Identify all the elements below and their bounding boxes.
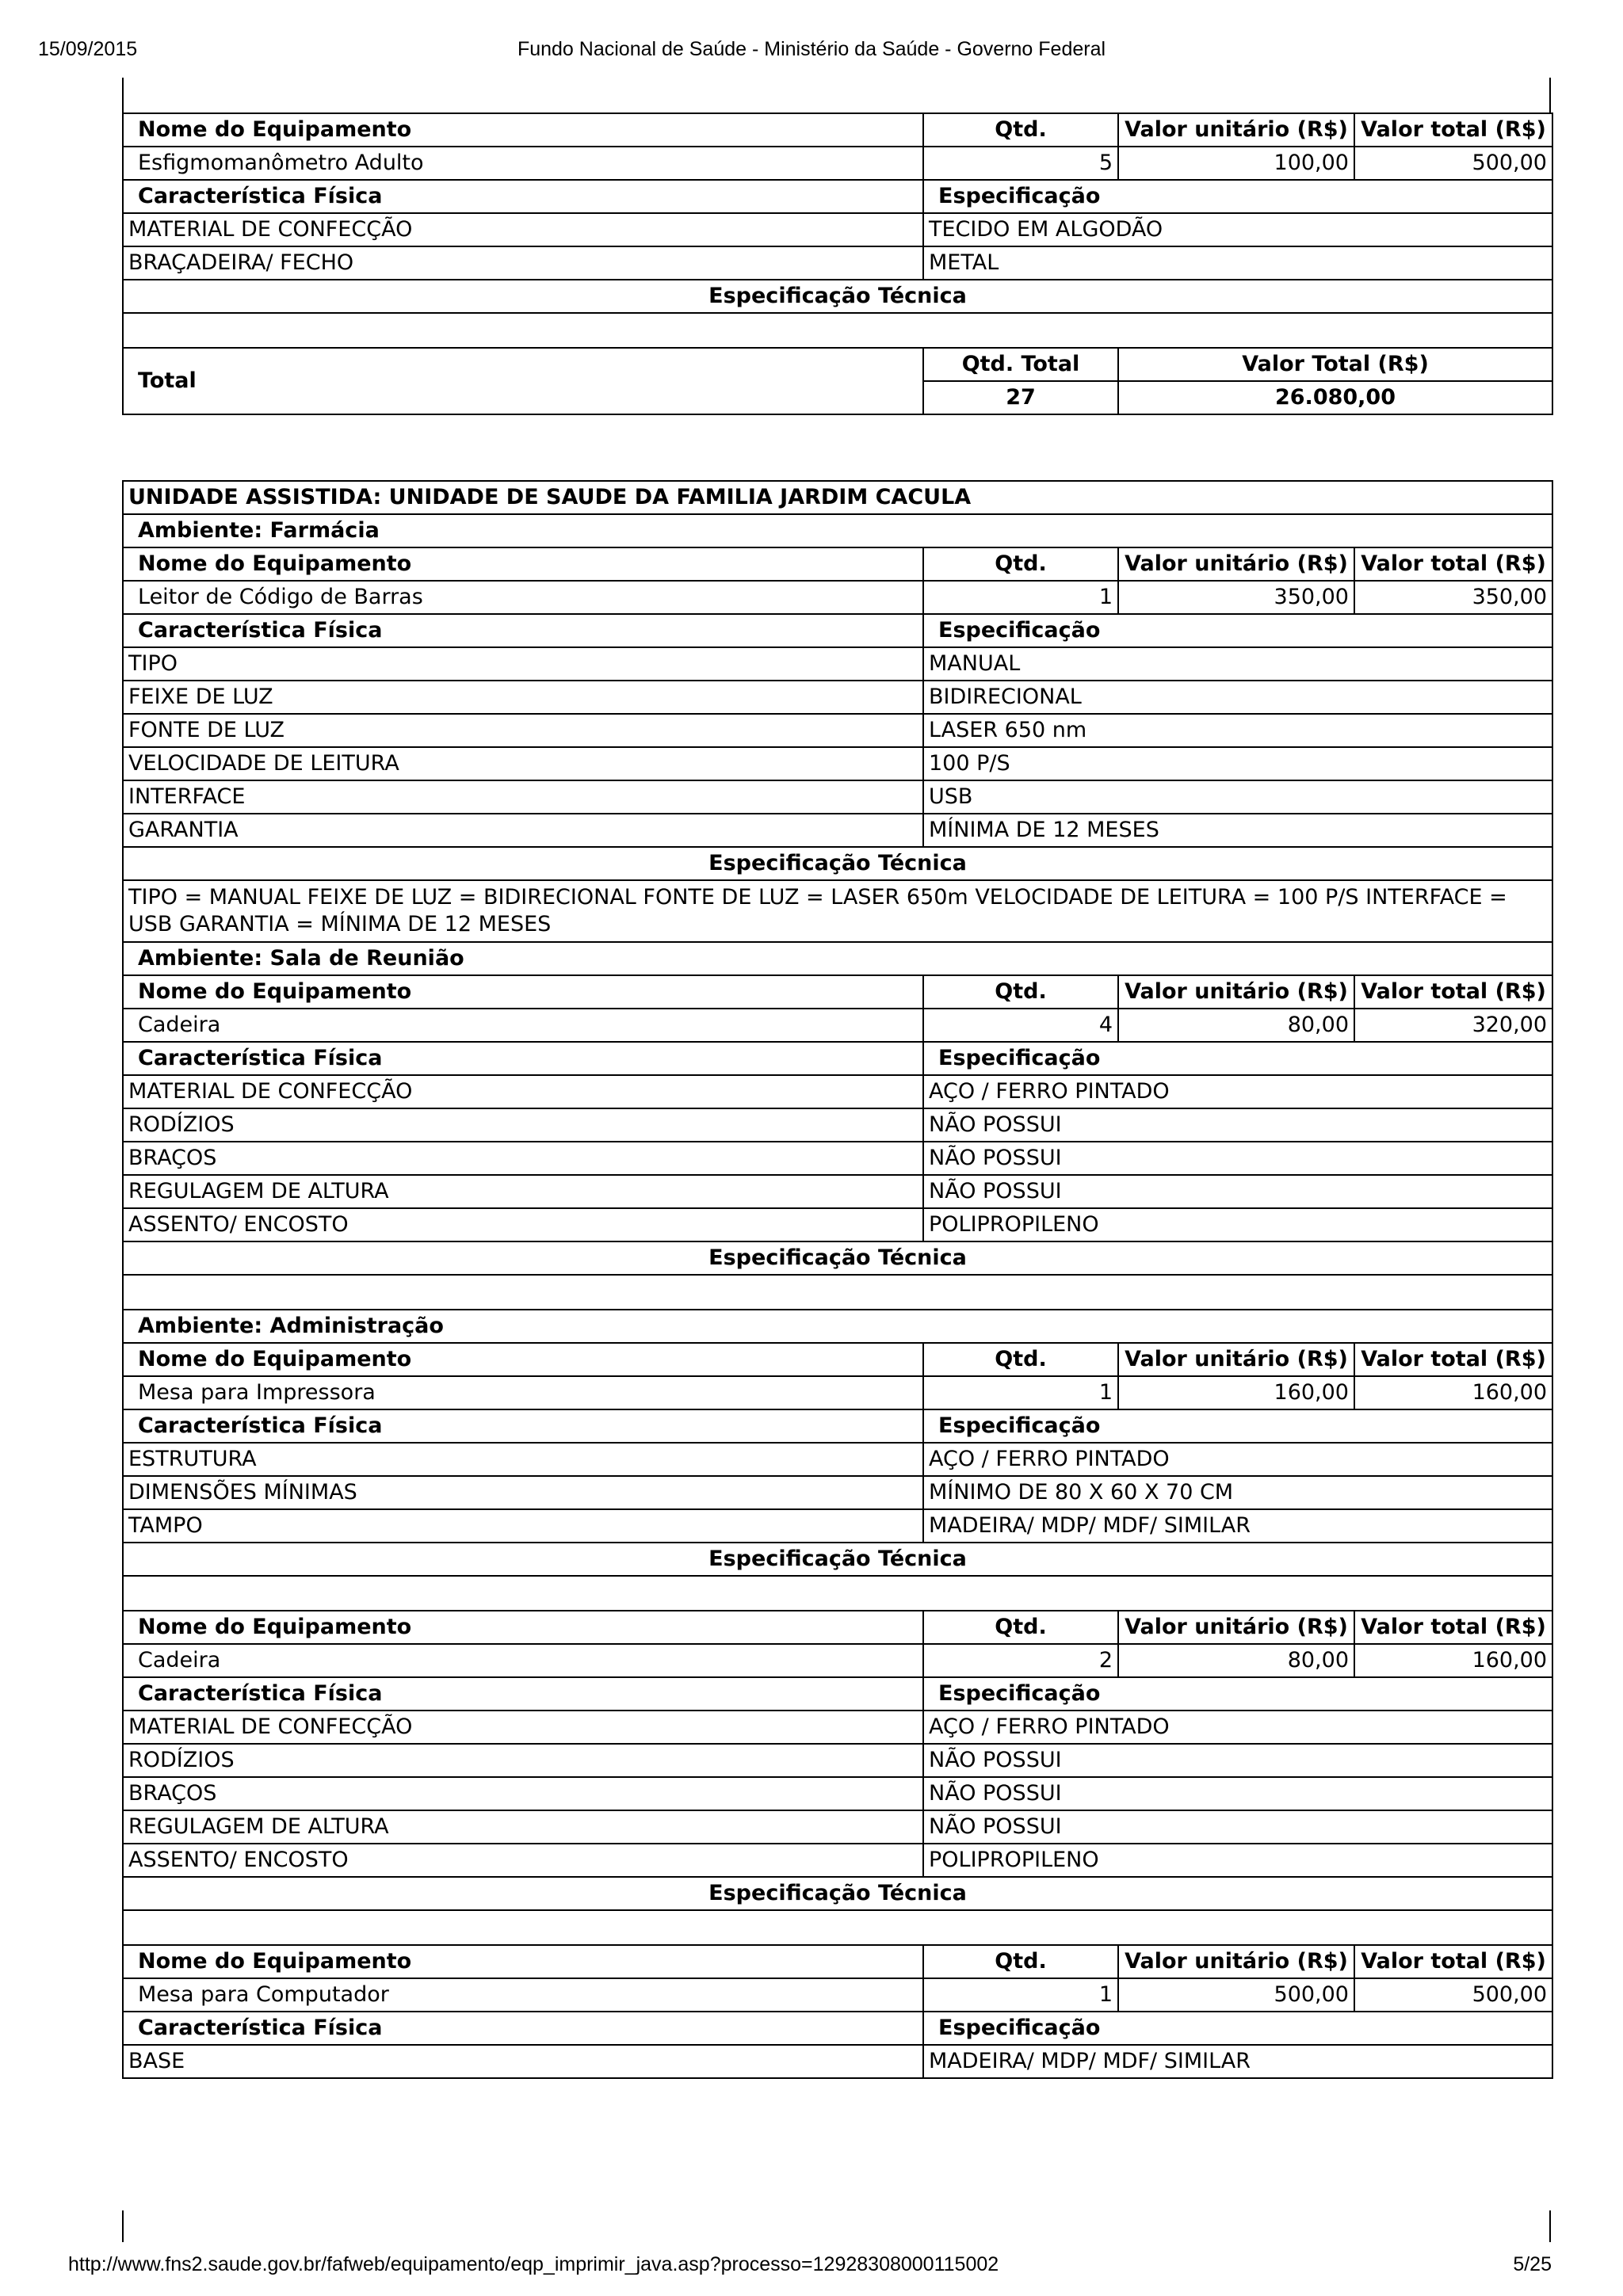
spec-key: ASSENTO/ ENCOSTO bbox=[123, 1844, 923, 1877]
col-nome-equipamento: Nome do Equipamento bbox=[123, 547, 923, 581]
especificacao-tecnica-label: Especificação Técnica bbox=[123, 847, 1552, 880]
spec-value: POLIPROPILENO bbox=[923, 1208, 1552, 1241]
item-row bbox=[123, 147, 1552, 180]
spec-row bbox=[123, 1810, 1552, 1844]
spec-row bbox=[123, 1476, 1552, 1509]
spec-row bbox=[123, 1744, 1552, 1777]
tech-row-empty bbox=[123, 1910, 1552, 1945]
spec-value: POLIPROPILENO bbox=[923, 1844, 1552, 1877]
item-row bbox=[123, 1376, 1552, 1409]
spec-value: NÃO POSSUI bbox=[923, 1142, 1552, 1175]
item-unit-value: 100,00 bbox=[1118, 147, 1354, 180]
item-unit-value: 80,00 bbox=[1118, 1009, 1354, 1042]
spec-value: MÍNIMO DE 80 X 60 X 70 CM bbox=[923, 1476, 1552, 1509]
spec-row bbox=[123, 1108, 1552, 1142]
col-valor-total: Valor total (R$) bbox=[1354, 113, 1552, 147]
col-valor-total: Valor total (R$) bbox=[1354, 547, 1552, 581]
item-row bbox=[123, 581, 1552, 614]
spec-key: ESTRUTURA bbox=[123, 1443, 923, 1476]
item-name: Mesa para Impressora bbox=[123, 1376, 923, 1409]
ambiente-label: Ambiente: Administração bbox=[123, 1310, 1552, 1343]
item-name: Cadeira bbox=[123, 1009, 923, 1042]
item-header-row bbox=[123, 1945, 1552, 1978]
print-header bbox=[38, 38, 1585, 70]
col-valor-total-geral: Valor Total (R$) bbox=[1118, 348, 1552, 381]
spec-value: LASER 650 nm bbox=[923, 714, 1552, 747]
col-valor-unitario: Valor unitário (R$) bbox=[1118, 1945, 1354, 1978]
item-total-value: 500,00 bbox=[1354, 147, 1552, 180]
col-valor-unitario: Valor unitário (R$) bbox=[1118, 1343, 1354, 1376]
col-valor-total: Valor total (R$) bbox=[1354, 1945, 1552, 1978]
col-especificacao: Especificação bbox=[923, 1409, 1552, 1443]
col-caracteristica: Característica Física bbox=[123, 1677, 923, 1711]
tech-row bbox=[123, 880, 1552, 942]
especificacao-tecnica-label: Especificação Técnica bbox=[123, 1241, 1552, 1275]
col-nome-equipamento: Nome do Equipamento bbox=[123, 975, 923, 1009]
equipment-table-previous bbox=[122, 113, 1553, 415]
spec-key: TAMPO bbox=[123, 1509, 923, 1543]
especificacao-tecnica-empty bbox=[123, 1275, 1552, 1310]
especificacao-tecnica-empty bbox=[123, 1910, 1552, 1945]
tech-row-empty bbox=[123, 313, 1552, 348]
spec-value: NÃO POSSUI bbox=[923, 1810, 1552, 1844]
col-nome-equipamento: Nome do Equipamento bbox=[123, 1611, 923, 1644]
item-header-row bbox=[123, 1343, 1552, 1376]
col-valor-total: Valor total (R$) bbox=[1354, 975, 1552, 1009]
ambiente-row bbox=[123, 1310, 1552, 1343]
page-number: 5/25 bbox=[1513, 2253, 1552, 2275]
total-header-row bbox=[123, 348, 1552, 381]
col-caracteristica: Característica Física bbox=[123, 1409, 923, 1443]
spec-value: MANUAL bbox=[923, 647, 1552, 681]
unidade-row bbox=[123, 481, 1552, 514]
spec-key: VELOCIDADE DE LEITURA bbox=[123, 747, 923, 780]
spec-row bbox=[123, 246, 1552, 280]
valor-total-value: 26.080,00 bbox=[1118, 381, 1552, 414]
col-nome-equipamento: Nome do Equipamento bbox=[123, 1343, 923, 1376]
spec-value: MADEIRA/ MDP/ MDF/ SIMILAR bbox=[923, 2045, 1552, 2078]
especificacao-tecnica-label: Especificação Técnica bbox=[123, 1543, 1552, 1576]
item-name: Cadeira bbox=[123, 1644, 923, 1677]
spec-row bbox=[123, 1777, 1552, 1810]
spec-row bbox=[123, 681, 1552, 714]
continuation-border-right-bottom bbox=[1549, 2210, 1551, 2242]
print-url: http://www.fns2.saude.gov.br/fafweb/equipamento/eqp_imprimir_java.asp?processo=12928308000115002 bbox=[68, 2253, 999, 2275]
col-qtd: Qtd. bbox=[923, 547, 1118, 581]
col-especificacao: Especificação bbox=[923, 180, 1552, 213]
spec-value: AÇO / FERRO PINTADO bbox=[923, 1443, 1552, 1476]
item-qty: 1 bbox=[923, 1978, 1118, 2012]
col-qtd: Qtd. bbox=[923, 113, 1118, 147]
spec-row bbox=[123, 213, 1552, 246]
item-row bbox=[123, 1009, 1552, 1042]
col-valor-unitario: Valor unitário (R$) bbox=[1118, 1611, 1354, 1644]
col-especificacao: Especificação bbox=[923, 1677, 1552, 1711]
item-header-row bbox=[123, 547, 1552, 581]
spec-value: USB bbox=[923, 780, 1552, 814]
item-qty: 1 bbox=[923, 1376, 1118, 1409]
continuation-border-left bbox=[122, 78, 124, 114]
col-qtd: Qtd. bbox=[923, 1945, 1118, 1978]
col-valor-total: Valor total (R$) bbox=[1354, 1611, 1552, 1644]
spec-value: NÃO POSSUI bbox=[923, 1175, 1552, 1208]
spec-value: 100 P/S bbox=[923, 747, 1552, 780]
col-caracteristica: Característica Física bbox=[123, 180, 923, 213]
spec-value: NÃO POSSUI bbox=[923, 1744, 1552, 1777]
spec-header-row bbox=[123, 1677, 1552, 1711]
item-qty: 4 bbox=[923, 1009, 1118, 1042]
spec-row bbox=[123, 1208, 1552, 1241]
unidade-assistida-title: UNIDADE ASSISTIDA: UNIDADE DE SAUDE DA FAMILIA JARDIM CACULA bbox=[123, 481, 1552, 514]
item-header-row bbox=[123, 1611, 1552, 1644]
col-caracteristica: Característica Física bbox=[123, 2012, 923, 2045]
spec-key: BRAÇOS bbox=[123, 1777, 923, 1810]
item-unit-value: 350,00 bbox=[1118, 581, 1354, 614]
item-unit-value: 500,00 bbox=[1118, 1978, 1354, 2012]
spec-row bbox=[123, 814, 1552, 847]
tech-header-row bbox=[123, 847, 1552, 880]
item-row bbox=[123, 1978, 1552, 2012]
spec-row bbox=[123, 647, 1552, 681]
item-qty: 1 bbox=[923, 581, 1118, 614]
spec-key: BRAÇADEIRA/ FECHO bbox=[123, 246, 923, 280]
especificacao-tecnica-label: Especificação Técnica bbox=[123, 280, 1552, 313]
spec-row bbox=[123, 780, 1552, 814]
especificacao-tecnica-text: TIPO = MANUAL FEIXE DE LUZ = BIDIRECIONAL FONTE DE LUZ = LASER 650m VELOCIDADE DE LEITURA = 100 P/S INTERFACE = USB GARANTIA = MÍNIMA DE 12 MESES bbox=[123, 880, 1552, 942]
print-footer bbox=[68, 2253, 1552, 2285]
spec-key: RODÍZIOS bbox=[123, 1744, 923, 1777]
spec-value: NÃO POSSUI bbox=[923, 1108, 1552, 1142]
spec-row bbox=[123, 1175, 1552, 1208]
spec-header-row bbox=[123, 2012, 1552, 2045]
continuation-border-left-bottom bbox=[122, 2210, 124, 2242]
spec-key: MATERIAL DE CONFECÇÃO bbox=[123, 1075, 923, 1108]
spec-value: MÍNIMA DE 12 MESES bbox=[923, 814, 1552, 847]
spec-row bbox=[123, 1844, 1552, 1877]
equipment-table-unit bbox=[122, 480, 1553, 2079]
spec-row bbox=[123, 747, 1552, 780]
item-total-value: 320,00 bbox=[1354, 1009, 1552, 1042]
spec-row bbox=[123, 714, 1552, 747]
ambiente-row bbox=[123, 514, 1552, 547]
spec-value: AÇO / FERRO PINTADO bbox=[923, 1711, 1552, 1744]
spec-value: TECIDO EM ALGODÃO bbox=[923, 213, 1552, 246]
item-total-value: 500,00 bbox=[1354, 1978, 1552, 2012]
spec-key: BASE bbox=[123, 2045, 923, 2078]
spec-key: MATERIAL DE CONFECÇÃO bbox=[123, 1711, 923, 1744]
tech-row-empty bbox=[123, 1576, 1552, 1611]
continuation-border-right bbox=[1549, 78, 1551, 114]
spec-key: FEIXE DE LUZ bbox=[123, 681, 923, 714]
col-caracteristica: Característica Física bbox=[123, 614, 923, 647]
spec-row bbox=[123, 1509, 1552, 1543]
col-valor-unitario: Valor unitário (R$) bbox=[1118, 975, 1354, 1009]
spec-header-row bbox=[123, 1042, 1552, 1075]
tech-header-row bbox=[123, 1543, 1552, 1576]
spec-key: MATERIAL DE CONFECÇÃO bbox=[123, 213, 923, 246]
ambiente-label: Ambiente: Farmácia bbox=[123, 514, 1552, 547]
item-name: Leitor de Código de Barras bbox=[123, 581, 923, 614]
spec-value: MADEIRA/ MDP/ MDF/ SIMILAR bbox=[923, 1509, 1552, 1543]
spec-key: INTERFACE bbox=[123, 780, 923, 814]
col-especificacao: Especificação bbox=[923, 614, 1552, 647]
item-qty: 2 bbox=[923, 1644, 1118, 1677]
spec-value: BIDIRECIONAL bbox=[923, 681, 1552, 714]
spec-value: METAL bbox=[923, 246, 1552, 280]
spec-row bbox=[123, 1075, 1552, 1108]
spec-key: REGULAGEM DE ALTURA bbox=[123, 1810, 923, 1844]
ambiente-row bbox=[123, 942, 1552, 975]
item-header-row bbox=[123, 113, 1552, 147]
tech-header-row bbox=[123, 1877, 1552, 1910]
spec-row bbox=[123, 1443, 1552, 1476]
col-qtd-total: Qtd. Total bbox=[923, 348, 1118, 381]
print-date: 15/09/2015 bbox=[38, 38, 138, 60]
spec-key: ASSENTO/ ENCOSTO bbox=[123, 1208, 923, 1241]
spec-value: NÃO POSSUI bbox=[923, 1777, 1552, 1810]
spec-row bbox=[123, 1711, 1552, 1744]
total-label: Total bbox=[123, 348, 923, 414]
col-valor-unitario: Valor unitário (R$) bbox=[1118, 547, 1354, 581]
col-especificacao: Especificação bbox=[923, 1042, 1552, 1075]
item-name: Esfigmomanômetro Adulto bbox=[123, 147, 923, 180]
spec-header-row bbox=[123, 614, 1552, 647]
tech-header-row bbox=[123, 1241, 1552, 1275]
ambiente-label: Ambiente: Sala de Reunião bbox=[123, 942, 1552, 975]
col-nome-equipamento: Nome do Equipamento bbox=[123, 113, 923, 147]
item-name: Mesa para Computador bbox=[123, 1978, 923, 2012]
spec-key: TIPO bbox=[123, 647, 923, 681]
item-header-row bbox=[123, 975, 1552, 1009]
spec-key: GARANTIA bbox=[123, 814, 923, 847]
col-qtd: Qtd. bbox=[923, 1611, 1118, 1644]
spec-value: AÇO / FERRO PINTADO bbox=[923, 1075, 1552, 1108]
spec-header-row bbox=[123, 1409, 1552, 1443]
print-title: Fundo Nacional de Saúde - Ministério da Saúde - Governo Federal bbox=[517, 38, 1106, 60]
spec-key: DIMENSÕES MÍNIMAS bbox=[123, 1476, 923, 1509]
item-unit-value: 80,00 bbox=[1118, 1644, 1354, 1677]
item-qty: 5 bbox=[923, 147, 1118, 180]
item-total-value: 160,00 bbox=[1354, 1376, 1552, 1409]
item-unit-value: 160,00 bbox=[1118, 1376, 1354, 1409]
item-total-value: 160,00 bbox=[1354, 1644, 1552, 1677]
spec-header-row bbox=[123, 180, 1552, 213]
col-valor-unitario: Valor unitário (R$) bbox=[1118, 113, 1354, 147]
especificacao-tecnica-empty bbox=[123, 313, 1552, 348]
col-nome-equipamento: Nome do Equipamento bbox=[123, 1945, 923, 1978]
spec-key: RODÍZIOS bbox=[123, 1108, 923, 1142]
col-qtd: Qtd. bbox=[923, 1343, 1118, 1376]
spec-key: FONTE DE LUZ bbox=[123, 714, 923, 747]
tech-header-row bbox=[123, 280, 1552, 313]
especificacao-tecnica-empty bbox=[123, 1576, 1552, 1611]
especificacao-tecnica-label: Especificação Técnica bbox=[123, 1877, 1552, 1910]
spec-row bbox=[123, 1142, 1552, 1175]
spec-key: REGULAGEM DE ALTURA bbox=[123, 1175, 923, 1208]
col-qtd: Qtd. bbox=[923, 975, 1118, 1009]
tech-row-empty bbox=[123, 1275, 1552, 1310]
qtd-total-value: 27 bbox=[923, 381, 1118, 414]
item-total-value: 350,00 bbox=[1354, 581, 1552, 614]
col-especificacao: Especificação bbox=[923, 2012, 1552, 2045]
col-valor-total: Valor total (R$) bbox=[1354, 1343, 1552, 1376]
spec-row bbox=[123, 2045, 1552, 2078]
item-row bbox=[123, 1644, 1552, 1677]
spec-key: BRAÇOS bbox=[123, 1142, 923, 1175]
col-caracteristica: Característica Física bbox=[123, 1042, 923, 1075]
